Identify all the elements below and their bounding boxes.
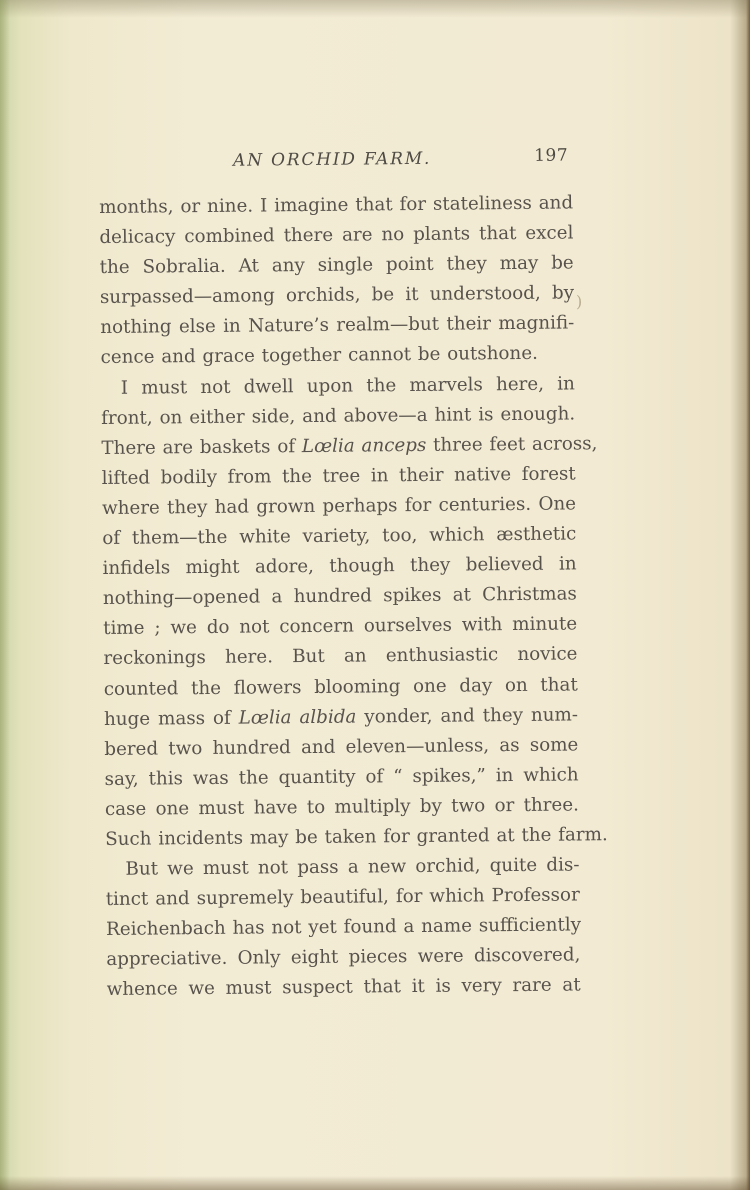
page-header [98,143,572,178]
paragraph-start-line: I must not dwell upon the marvels here, in [120,373,575,399]
species-name: Lœlia albida [238,706,357,729]
text-line: nothing—opened a hundred spikes at Christmas [102,583,577,610]
text-line: bered two hundred and eleven—unless, as some [104,734,579,760]
text-line: delicacy combined there are no plants that excel [99,222,574,249]
text-line: nothing else in Nature’s realm—but their magnifi- [100,312,575,339]
text-line: lifted bodily from the tree in their native forest [101,463,576,489]
text-line: where they had grown perhaps for centuries. One [101,493,577,519]
paragraph-start-line: But we must not pass a new orchid, quite dis- [125,854,580,880]
text-run: yonder, and they num- [356,704,579,728]
text-line: whence we must suspect that it is very rare at [106,974,581,1001]
text-line: surpassed—among orchids, be it understood, by [99,282,575,309]
body-text [99,188,608,1005]
margin-pencil-mark: ) [576,292,583,311]
text-line: cence and grace together cannot be outshone. [100,343,539,369]
text-line: front, on either side, and above—a hint is enough. [101,403,576,429]
text-line: counted the flowers blooming one day on that [103,673,578,700]
text-line: time ; we do not concern ourselves with minute [103,613,578,640]
species-name: Lœlia anceps [301,434,427,457]
text-line: the Sobralia. At any single point they may be [99,252,574,279]
text-line: months, or nine. I imagine that for stateliness and [99,192,574,218]
text-line: Such incidents may be taken for granted at the farm. [105,824,608,850]
text-line [104,700,578,735]
running-title: AN ORCHID FARM. [233,148,432,171]
text-line: say, this was the quantity of “ spikes,” in which [104,764,579,790]
text-line: case one must have to multiply by two or three. [104,794,579,820]
text-run: There are baskets of [101,435,302,459]
text-line [101,429,598,464]
text-run: three feet across, [426,432,598,456]
text-run: huge mass of [103,707,239,730]
text-line: appreciative. Only eight pieces were discovered, [106,944,581,971]
spine-shadow [0,0,10,1190]
text-line: Reichenbach has not yet found a name sufficiently [105,914,582,941]
text-line: reckonings here. But an enthusiastic novice [103,643,578,670]
text-line: infidels might adore, though they believed in [102,553,577,580]
page-number: 197 [534,145,569,166]
text-line: of them—the white variety, too, which æsthetic [102,523,577,550]
text-line: tinct and supremely beautiful, for which Professor [105,884,580,911]
